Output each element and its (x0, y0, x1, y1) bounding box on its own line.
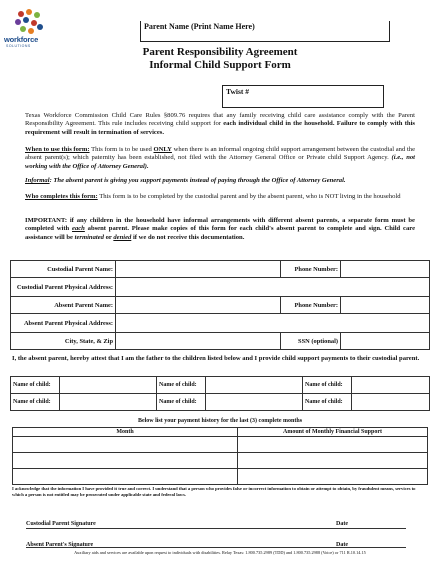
month-input[interactable] (13, 469, 238, 485)
important-paragraph: IMPORTANT: if any children in the household have informal arrangements with different absent parents, a separate form must be completed with each absent parent. Please make copies of this form for each child's absent parent to complete and sign. Child care assistance will be terminated or denied if we do not receive this documentation. (25, 217, 415, 241)
absent-name-input[interactable] (116, 297, 281, 314)
twist-number-field[interactable] (222, 85, 384, 108)
form-subtitle: Informal Child Support Form (149, 59, 291, 71)
phone-input-2[interactable] (341, 297, 430, 314)
ssn-label: SSN (optional) (281, 333, 341, 350)
amount-input[interactable] (238, 453, 428, 469)
when-paragraph: When to use this form: This form is to be used ONLY when there is an informal ongoing child support arrangement between the custodial and the absent parent(s); which paternity has been established, not filed with the Attorney General Office or Private child Support Agency. (i.e., not working with the Office of Attorney General). (25, 146, 415, 170)
child-input[interactable] (60, 394, 157, 411)
phone-label-2: Phone Number: (281, 297, 341, 314)
logo-subtitle: SOLUTIONS (6, 44, 31, 48)
month-input[interactable] (13, 437, 238, 453)
ssn-input[interactable] (341, 333, 430, 350)
absent-address-label: Absent Parent Physical Address: (11, 314, 116, 333)
child-input[interactable] (206, 377, 303, 394)
child-input[interactable] (352, 394, 430, 411)
custodial-address-label: Custodial Parent Physical Address: (11, 278, 116, 297)
custodial-name-label: Custodial Parent Name: (11, 261, 116, 278)
amount-header: Amount of Monthly Financial Support (238, 428, 428, 437)
custodial-signature-line[interactable] (26, 528, 406, 529)
footer-note: Auxiliary aids and services are available upon request to individuals with disabilities. Relay Texas: 1.800.735.2989 (TDD) and 1.800.735.2988 (Voice) or 711 R.10.14.15 (74, 550, 366, 555)
parent-name-field[interactable] (140, 21, 390, 42)
custodial-address-input[interactable] (116, 278, 430, 297)
child-input[interactable] (352, 377, 430, 394)
absent-name-label: Absent Parent Name: (11, 297, 116, 314)
amount-input[interactable] (238, 437, 428, 453)
form-title: Parent Responsibility Agreement (142, 46, 298, 58)
amount-input[interactable] (238, 469, 428, 485)
attest-statement: I, the absent parent, hereby attest that I am the father to the children listed below and I provide child support payments to their custodial parent. (12, 355, 420, 362)
child-label: Name of child: (157, 377, 206, 394)
custodial-name-input[interactable] (116, 261, 281, 278)
phone-input-1[interactable] (341, 261, 430, 278)
payment-history-table (12, 427, 428, 485)
city-label: City, State, & Zip (11, 333, 116, 350)
city-input[interactable] (116, 333, 281, 350)
child-label: Name of child: (11, 394, 60, 411)
children-table (10, 376, 430, 411)
history-heading: Below list your payment history for the last (3) complete months (137, 418, 303, 424)
parent-info-table (10, 260, 430, 350)
custodial-signature-label: Custodial Parent Signature (26, 521, 96, 527)
acknowledge-statement: I acknowledge that the information I have provided it true and correct. I understand that a person who provides false or incorrect information to obtain or attempt to obtain, by fraudulent means, services to which a person is not entitled may be prosecuted under applicable state and federal laws. (12, 486, 416, 497)
date-label-1: Date (336, 521, 348, 527)
month-input[interactable] (13, 453, 238, 469)
who-paragraph: Who completes this form: This form is to be completed by the custodial parent and by the absent parent, who is NOT living in the household (25, 193, 401, 200)
informal-paragraph: Informal: The absent parent is giving you support payments instead of paying through the Office of Attorney General. (25, 177, 346, 184)
date-label-2: Date (336, 542, 348, 548)
logo-word: workforce (4, 35, 39, 44)
child-label: Name of child: (303, 394, 352, 411)
phone-label-1: Phone Number: (281, 261, 341, 278)
child-label: Name of child: (11, 377, 60, 394)
absent-signature-label: Absent Parent's Signature (26, 542, 94, 548)
parent-name-label: Parent Name (Print Name Here) (144, 22, 255, 31)
absent-address-input[interactable] (116, 314, 430, 333)
child-input[interactable] (60, 377, 157, 394)
child-label: Name of child: (157, 394, 206, 411)
intro-paragraph: Texas Workforce Commission Child Care Rules §809.76 requires that any family receiving child care assistance comply with the Parent Responsibility Agreement. This rule includes receiving child support for each individual child in the household. Failure to comply with this requirement will result in termination of services. (25, 112, 415, 136)
month-header: Month (13, 428, 238, 437)
child-input[interactable] (206, 394, 303, 411)
child-label: Name of child: (303, 377, 352, 394)
absent-signature-line[interactable] (26, 547, 406, 548)
twist-label: Twist # (226, 87, 249, 96)
